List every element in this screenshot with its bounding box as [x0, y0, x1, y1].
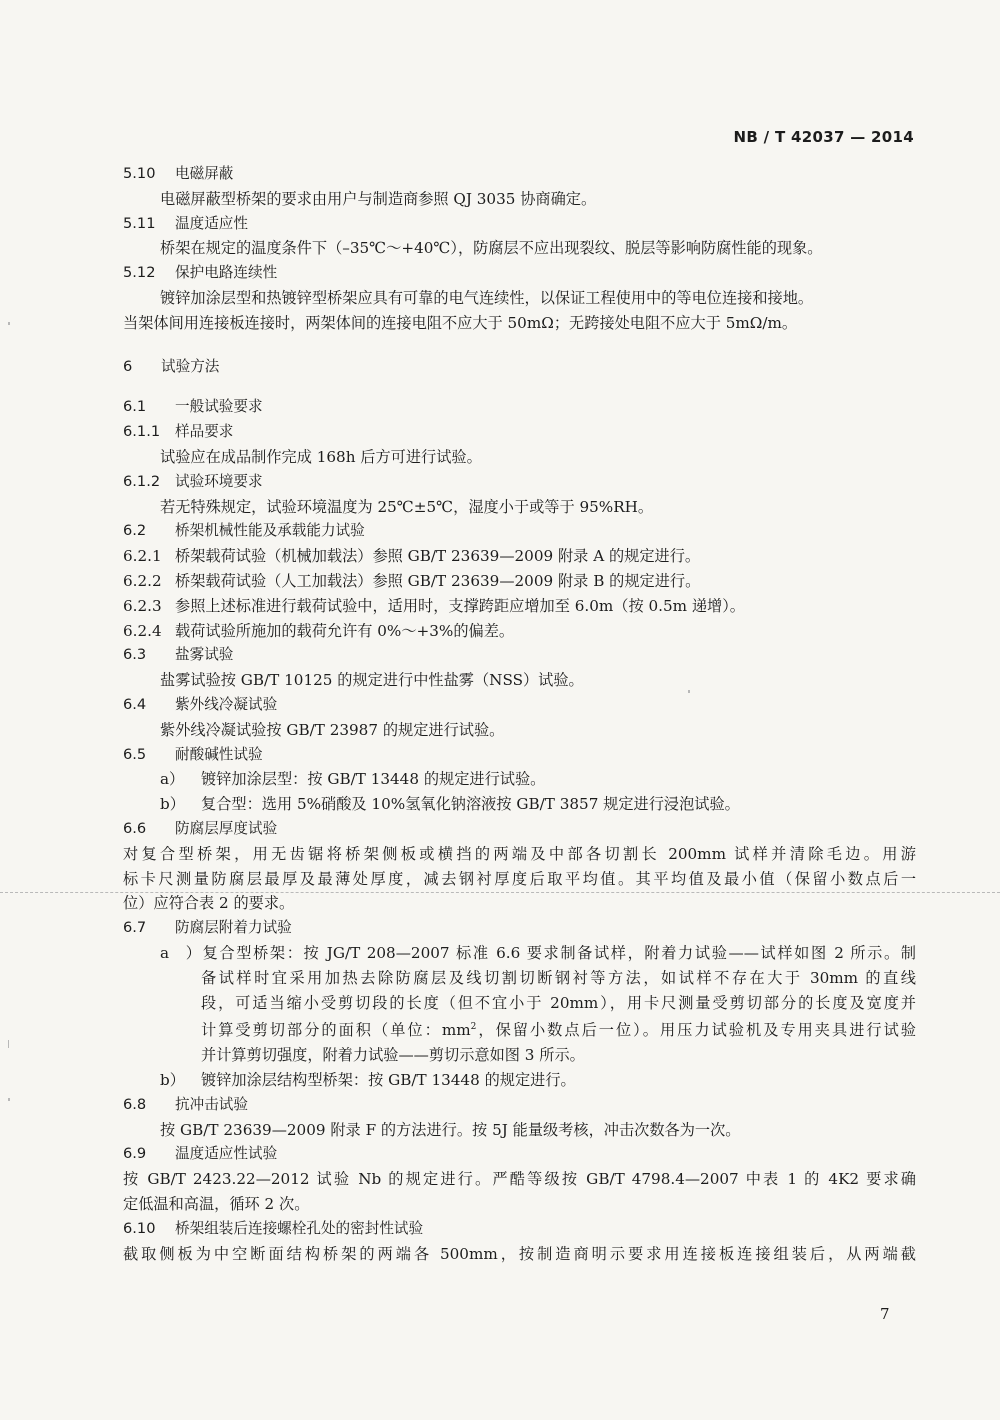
section-heading: 6.2 桥架机械性能及承载能力试验 [123, 522, 365, 540]
chapter-heading: 6 试验方法 [123, 357, 220, 375]
standard-number: NB / T 42037 — 2014 [733, 128, 914, 146]
section-heading: 6.10 桥架组装后连接螺栓孔处的密封性试验 [123, 1219, 424, 1237]
section-heading: 6.9 温度适应性试验 [123, 1145, 278, 1163]
numbered-clause: 6.2.4 载荷试验所施加的载荷允许有 0%～+3%的偏差。 [123, 621, 515, 640]
paragraph: 电磁屏蔽型桥架的要求由用户与制造商参照 QJ 3035 协商确定。 [160, 189, 597, 208]
page-number: 7 [880, 1305, 890, 1323]
list-item-continuation: 计算受剪切部分的面积（单位：$mm^2$，保留小数点后一位）。用压力试验机及专用夹具进行试验 [201, 1021, 916, 1040]
scan-speck [688, 690, 690, 693]
list-item: b） 复合型：选用 5%硝酸及 10%氢氧化钠溶液按 GB/T 3857 规定进行浸泡试验。 [160, 795, 740, 814]
paragraph: 按 GB/T 2423.22—2012 试验 Nb 的规定进行。严酷等级按 GB/T 4798.4—2007 中表 1 的 4K2 要求确 [123, 1170, 916, 1189]
numbered-clause: 6.2.3 参照上述标准进行载荷试验中，适用时，支撑跨距应增加至 6.0m（按 0.5m 递增）。 [123, 596, 745, 615]
paragraph: 按 GB/T 23639—2009 附录 F 的方法进行。按 5J 能量级考核，冲击次数各为一次。 [160, 1120, 741, 1139]
section-heading: 6.4 紫外线冷凝试验 [123, 695, 278, 713]
section-heading: 6.5 耐酸碱性试验 [123, 745, 263, 763]
paragraph: 截取侧板为中空断面结构桥架的两端各 500mm，按制造商明示要求用连接板连接组装后，从两端截 [123, 1244, 916, 1263]
subsection-heading: 6.1.1 样品要求 [123, 423, 234, 441]
list-item-continuation: 备试样时宜采用加热去除防腐层及线切割切断钢衬等方法，如试样不存在大于 30mm 的直线 [201, 968, 916, 987]
scan-speck [8, 322, 10, 325]
subsection-heading: 6.1.2 试验环境要求 [123, 472, 263, 490]
paragraph: 若无特殊规定，试验环境温度为 25℃±5℃，湿度小于或等于 95%RH。 [160, 497, 654, 516]
paragraph-continuation: 标卡尺测量防腐层最厚及最薄处厚度，减去钢衬厚度后取平均值。其平均值及最小值（保留小数点后一 [123, 869, 916, 888]
list-item-continuation: 并计算剪切强度，附着力试验——剪切示意如图 3 所示。 [201, 1046, 585, 1065]
list-item: a）复合型桥架：按 JG/T 208—2007 标准 6.6 要求制备试样，附着力试验——试样如图 2 所示。制 [160, 943, 916, 962]
numbered-clause: 6.2.2 桥架载荷试验（人工加载法）参照 GB/T 23639—2009 附录 B 的规定进行。 [123, 571, 701, 590]
scan-artifact-line [0, 892, 1000, 893]
section-heading: 6.1 一般试验要求 [123, 398, 263, 416]
section-heading: 6.7 防腐层附着力试验 [123, 919, 292, 937]
list-item-continuation: 段，可适当缩小受剪切段的长度（但不宜小于 20mm），用卡尺测量受剪切部分的长度及宽度并 [201, 993, 916, 1012]
paragraph-continuation: 定低温和高温，循环 2 次。 [123, 1194, 310, 1213]
section-heading: 5.11 温度适应性 [123, 214, 248, 232]
scan-speck [8, 1098, 10, 1101]
paragraph-continuation: 位）应符合表 2 的要求。 [123, 894, 295, 913]
list-item: a） 镀锌加涂层型：按 GB/T 13448 的规定进行试验。 [160, 770, 546, 789]
list-item: b） 镀锌加涂层结构型桥架：按 GB/T 13448 的规定进行。 [160, 1070, 576, 1089]
paragraph: 镀锌加涂层型和热镀锌型桥架应具有可靠的电气连续性，以保证工程使用中的等电位连接和接地。 [160, 288, 814, 307]
paragraph: 盐雾试验按 GB/T 10125 的规定进行中性盐雾（NSS）试验。 [160, 671, 584, 690]
paragraph: 紫外线冷凝试验按 GB/T 23987 的规定进行试验。 [160, 720, 505, 739]
document-body [123, 162, 916, 1266]
paragraph-continuation: 当架体间用连接板连接时，两架体间的连接电阻不应大于 50mΩ；无跨接处电阻不应大于 5mΩ/m。 [123, 313, 798, 332]
paragraph: 桥架在规定的温度条件下（–35℃～+40℃），防腐层不应出现裂纹、脱层等影响防腐性能的现象。 [160, 239, 823, 258]
scan-speck [8, 1040, 9, 1048]
paragraph: 试验应在成品制作完成 168h 后方可进行试验。 [160, 447, 482, 466]
paragraph: 对复合型桥架，用无齿锯将桥架侧板或横挡的两端及中部各切割长 200mm 试样并清除毛边。用游 [123, 844, 916, 863]
section-heading: 5.10 电磁屏蔽 [123, 165, 234, 182]
section-heading: 6.3 盐雾试验 [123, 646, 234, 664]
section-heading: 6.8 抗冲击试验 [123, 1095, 248, 1113]
section-heading: 5.12 保护电路连续性 [123, 264, 278, 282]
section-heading: 6.6 防腐层厚度试验 [123, 819, 278, 837]
numbered-clause: 6.2.1 桥架载荷试验（机械加载法）参照 GB/T 23639—2009 附录 A 的规定进行。 [123, 547, 701, 566]
